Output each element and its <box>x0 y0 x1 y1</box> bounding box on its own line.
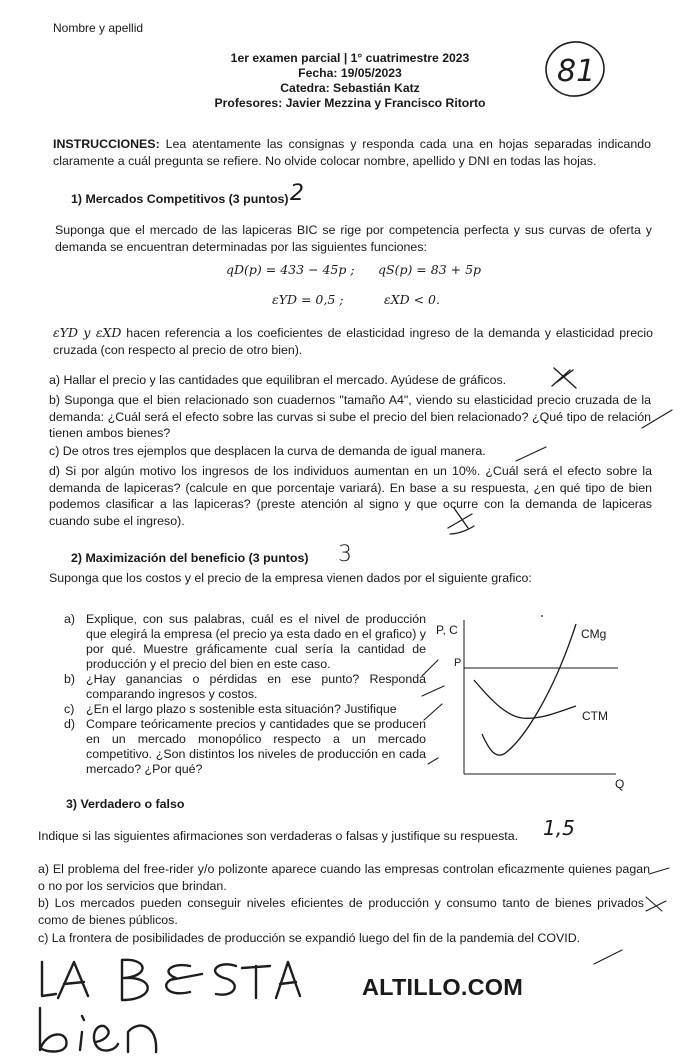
q1-eq-eyd: εYD = 0,5 ; <box>272 292 344 307</box>
q1-item-b: b) Suponga que el bien relacionado son cuadernos "tamaño A4", viendo su elasticidad precio cruzada de la demanda: ¿Cuál será el efecto sobre las curvas si sube el precio del bien relacionado? ¿Qué tipo de relación tienen ambos bienes? <box>49 393 651 440</box>
q1-title: 1) Mercados Competitivos (3 puntos) <box>71 192 289 206</box>
q2-intro: Suponga que los costos y el precio de la empresa vienen dados por el siguiente grafico: <box>49 571 532 585</box>
q2-item-c-label: c) <box>64 702 75 716</box>
q3c-check-mark <box>590 946 630 970</box>
q1a-cross-mark <box>548 364 588 394</box>
exam-header <box>180 51 520 111</box>
cost-graph <box>436 612 636 792</box>
exam-chair: Catedra: Sebastián Katz <box>280 81 420 95</box>
watermark: ALTILLO.COM <box>362 974 524 1000</box>
q1-elasticity-note <box>53 325 653 358</box>
q3-title: 3) Verdadero o falso <box>66 797 185 811</box>
q1-score: 2 <box>290 181 304 206</box>
graph-cmg-curve <box>482 624 576 755</box>
q3-intro: Indique si las siguientes afirmaciones son verdaderas o falsas y justifique su respuesta. <box>38 829 519 843</box>
q2-item-b-text: ¿Hay ganancias o pérdidas en ese punto? Responda comparando ingresos y costos. <box>86 672 426 701</box>
exam-title: 1er examen parcial | 1° cuatrimestre 2023 <box>230 51 470 65</box>
q1-elasticity-text: hacen referencia a los coeficientes de elasticidad ingreso de la demanda y elasticidad precio cruzada (con respecto al precio de otro bien). <box>53 326 653 357</box>
exam-professors: Profesores: Javier Mezzina y Francisco Ritorto <box>214 96 486 110</box>
handwritten-note <box>30 954 330 1054</box>
graph-price-label: P <box>454 657 462 669</box>
q1-intro: Suponga que el mercado de las lapiceras BIC se rige por competencia perfecta y sus curvas de oferta y demanda se encuentran determinadas por las siguientes funciones: <box>55 223 652 254</box>
q2-item-d-text: Compare teóricamente precios y cantidades que se producen en un mercado monopólico respecto a un mercado competitivo. ¿Son distintos los niveles de producción en cada mercado? ¿Por qué? <box>86 717 426 776</box>
instructions-text: Lea atentamente las consignas y responda cada una en hojas separadas indicando claramente a cuál pregunta se refiere. No olvide colocar nombre, apellido y DNI en todas las hojas. <box>53 137 651 168</box>
q3b-cross-mark <box>642 893 672 917</box>
q2-item-c <box>64 702 426 717</box>
q1-item-a: a) Hallar el precio y las cantidades que equilibran el mercado. Ayúdese de gráficos. <box>49 373 507 387</box>
q3-score: 1,5 <box>543 816 575 840</box>
q1d-cross-mark <box>444 500 484 540</box>
q2-score: 3 <box>338 542 352 567</box>
q1-eq-supply: qS(p) = 83 + 5p <box>378 262 482 277</box>
q1-item-d: d) Si por algún motivo los ingresos de los individuos aumentan en un 10%. ¿Cuál será el efecto sobre la demanda de lapiceras? (calcule en que porcentaje variará). En base a su respuesta, ¿en qué tipo de bien podemos clasificar a las lapiceras? (preste atención al signo y que ocurre con la demanda de lapiceras cuando sube el ingreso). <box>49 464 652 528</box>
graph-cmg-label: CMg <box>581 627 607 641</box>
q2-item-d <box>64 717 426 777</box>
q2-item-b-label: b) <box>64 672 76 686</box>
q3-item-c: c) La frontera de posibilidades de producción se expandió luego del fin de la pandemia del COVID. <box>38 931 581 945</box>
exam-date: Fecha: 19/05/2023 <box>298 66 402 80</box>
graph-ctm-label: CTM <box>582 709 608 723</box>
q3-item-b: b) Los mercados pueden conseguir niveles eficientes de producción y consumo tanto de bienes privados como de bienes públicos. <box>38 896 644 927</box>
q3a-check-mark <box>645 862 675 882</box>
graph-y-label: P, C <box>436 623 458 637</box>
q2-items <box>64 612 426 777</box>
q2-item-c-text: ¿En el largo plazo s sostenible esta situación? Justifique <box>86 702 397 716</box>
q2-item-a <box>64 612 426 672</box>
graph-ctm-curve <box>474 680 576 718</box>
q2-item-b <box>64 672 426 702</box>
q2-item-d-label: d) <box>64 717 76 731</box>
q1-eq-exd: εXD < 0. <box>384 292 440 307</box>
q2-item-a-label: a) <box>64 612 76 626</box>
graph-x-label: Q <box>615 777 625 791</box>
grade-circle <box>538 34 618 104</box>
instructions-label: INSTRUCCIONES: <box>53 137 160 151</box>
q1b-check-mark <box>638 404 678 434</box>
q3-item-a: a) El problema del free-rider y/o polizonte aparece cuando las empresas controlan eficazmente quienes pagan o no por los servicios que brindan. <box>38 862 650 893</box>
grade-handwritten: 81 <box>557 54 596 89</box>
instructions <box>53 136 651 169</box>
q2-item-a-text: Explique, con sus palabras, cuál es el nivel de producción que elegirá la empresa (el precio ya esta dado en el grafico) y por qué. Muestre gráficamente cual sería la cantidad de producción y el precio del bien en este caso. <box>86 612 426 671</box>
name-label: Nombre y apellid <box>53 21 144 35</box>
q1-item-c: c) De otros tres ejemplos que desplacen la curva de demanda de igual manera. <box>49 444 486 458</box>
q2-title: 2) Maximización del beneficio (3 puntos) <box>71 551 309 565</box>
graph-dot <box>541 615 543 617</box>
q1-eq-demand: qD(p) = 433 − 45p ; <box>226 262 355 277</box>
q1-elasticity-symbols: εYD y εXD <box>53 325 122 340</box>
